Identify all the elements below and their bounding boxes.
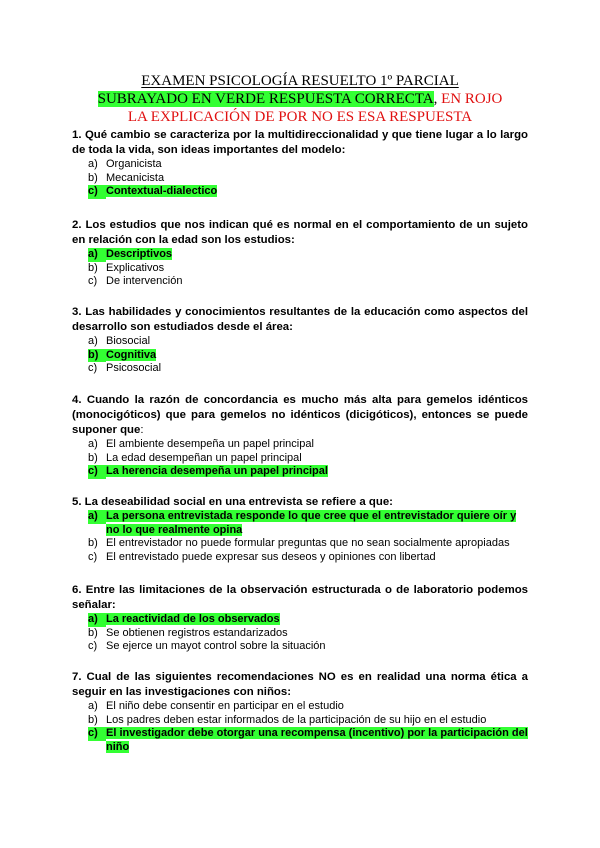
question-text: 6. Entre las limitaciones de la observación estructurada o de laboratorio podemos señalar: <box>72 584 528 611</box>
question-5 <box>72 495 528 564</box>
option-letter: c) <box>88 185 106 199</box>
question-text: 3. Las habilidades y conocimientos resultantes de la educación como aspectos del desarrollo son estudiados desde el área: <box>72 306 528 333</box>
question-text: 1. Qué cambio se caracteriza por la multidireccionalidad y que tiene lugar a lo largo de toda la vida, son ideas importantes del modelo: <box>72 129 528 156</box>
option-text: Se ejerce un mayot control sobre la situación <box>106 640 326 652</box>
subtitle-line <box>60 90 540 108</box>
option-letter: c) <box>88 465 106 479</box>
question-6 <box>72 583 528 654</box>
question-3 <box>72 305 528 376</box>
option-list <box>72 438 528 479</box>
option-text: La persona entrevistada responde lo que cree que el entrevistador quiere oír y no lo que realmente opina <box>106 510 517 536</box>
option-letter: b) <box>88 171 98 184</box>
option-letter: a) <box>88 335 98 347</box>
option-text: El investigador debe otorgar una recompensa (incentivo) por la participación del niño <box>106 727 528 753</box>
option-letter: c) <box>88 275 98 287</box>
option-list <box>72 613 528 654</box>
option-a-correct[interactable] <box>72 510 528 537</box>
option-letter: b) <box>88 261 98 274</box>
question-text: 2. Los estudios que nos indican qué es normal en el comportamiento de un sujeto en relación con la edad son los estudios: <box>72 219 528 246</box>
option-b[interactable] <box>72 714 528 728</box>
option-letter: c) <box>88 550 98 563</box>
option-a-correct[interactable] <box>72 248 528 262</box>
option-text: Mecanicista <box>106 171 165 184</box>
option-c-correct[interactable] <box>72 727 528 754</box>
option-letter: a) <box>88 613 106 627</box>
question-text-main: 4. Cuando la razón de concordancia es mucho más alta para gemelos idénticos (monocigóticos) que para gemelos no idénticos (dicigóticos), entonces se puede suponer que <box>72 394 528 436</box>
option-b[interactable] <box>72 452 528 466</box>
option-list <box>72 335 528 376</box>
option-text: Biosocial <box>106 335 151 347</box>
option-b[interactable] <box>72 262 528 276</box>
option-letter: b) <box>88 451 98 464</box>
question-1 <box>72 128 528 199</box>
option-text: El entrevistador no puede formular preguntas que no sean socialmente apropiadas <box>106 537 510 549</box>
option-letter: c) <box>88 640 98 652</box>
option-text: Organicista <box>106 158 162 170</box>
option-text: La reactividad de los observados <box>106 613 280 625</box>
legend-separator: , <box>433 91 442 107</box>
option-letter: b) <box>88 713 98 726</box>
option-list <box>72 158 528 199</box>
option-c-correct[interactable] <box>72 185 528 199</box>
option-text: El entrevistado puede expresar sus deseos y opiniones con libertad <box>106 550 436 563</box>
option-letter: a) <box>88 438 98 450</box>
option-a[interactable] <box>72 438 528 452</box>
option-b[interactable] <box>72 627 528 641</box>
option-letter: c) <box>88 727 106 741</box>
option-letter: a) <box>88 158 98 170</box>
option-letter: a) <box>88 248 106 262</box>
option-a[interactable] <box>72 335 528 349</box>
option-c[interactable] <box>72 551 528 565</box>
legend-green: SUBRAYADO EN VERDE RESPUESTA CORRECTA <box>97 91 434 107</box>
option-text: Contextual-dialectico <box>106 185 218 197</box>
option-a-correct[interactable] <box>72 613 528 627</box>
question-2 <box>72 218 528 289</box>
option-text: Psicosocial <box>106 362 162 374</box>
option-c-correct[interactable] <box>72 465 528 479</box>
option-text: El niño debe consentir en participar en el estudio <box>106 700 344 712</box>
option-letter: b) <box>88 626 98 639</box>
legend-red-explanation: LA EXPLICACIÓN DE POR NO ES ESA RESPUESTA <box>127 109 473 125</box>
question-text <box>72 393 528 438</box>
question-7 <box>72 670 528 754</box>
option-text: La herencia desempeña un papel principal <box>106 465 328 477</box>
option-text: La edad desempeñan un papel principal <box>106 451 302 464</box>
option-c[interactable] <box>72 640 528 654</box>
option-list <box>72 248 528 289</box>
option-letter: b) <box>88 537 98 549</box>
legend-red: EN ROJO <box>441 91 503 107</box>
option-a[interactable] <box>72 158 528 172</box>
question-text-tail: : <box>140 424 144 436</box>
option-b[interactable] <box>72 537 528 551</box>
option-c[interactable] <box>72 362 528 376</box>
exam-title: EXAMEN PSICOLOGÍA RESUELTO 1º PARCIAL <box>141 73 459 89</box>
option-letter: a) <box>88 510 106 524</box>
option-list <box>72 700 528 754</box>
option-letter: b) <box>88 349 106 363</box>
option-text: El ambiente desempeña un papel principal <box>106 438 314 450</box>
option-c[interactable] <box>72 275 528 289</box>
option-b[interactable] <box>72 172 528 186</box>
option-a[interactable] <box>72 700 528 714</box>
option-b-correct[interactable] <box>72 349 528 363</box>
option-text: Explicativos <box>106 261 165 274</box>
question-text: 5. La deseabilidad social en una entrevista se refiere a que: <box>72 496 393 508</box>
option-letter: c) <box>88 362 98 374</box>
header <box>60 72 540 126</box>
question-text: 7. Cual de las siguientes recomendaciones NO es en realidad una norma ética a seguir en las investigaciones con niños: <box>72 671 528 698</box>
option-text: Los padres deben estar informados de la participación de su hijo en el estudio <box>106 713 487 726</box>
option-letter: a) <box>88 700 98 712</box>
option-text: Cognitiva <box>106 348 157 361</box>
question-4 <box>72 393 528 479</box>
option-text: Se obtienen registros estandarizados <box>106 626 288 639</box>
option-text: Descriptivos <box>106 248 173 260</box>
option-text: De intervención <box>106 275 183 287</box>
option-list <box>72 510 528 564</box>
